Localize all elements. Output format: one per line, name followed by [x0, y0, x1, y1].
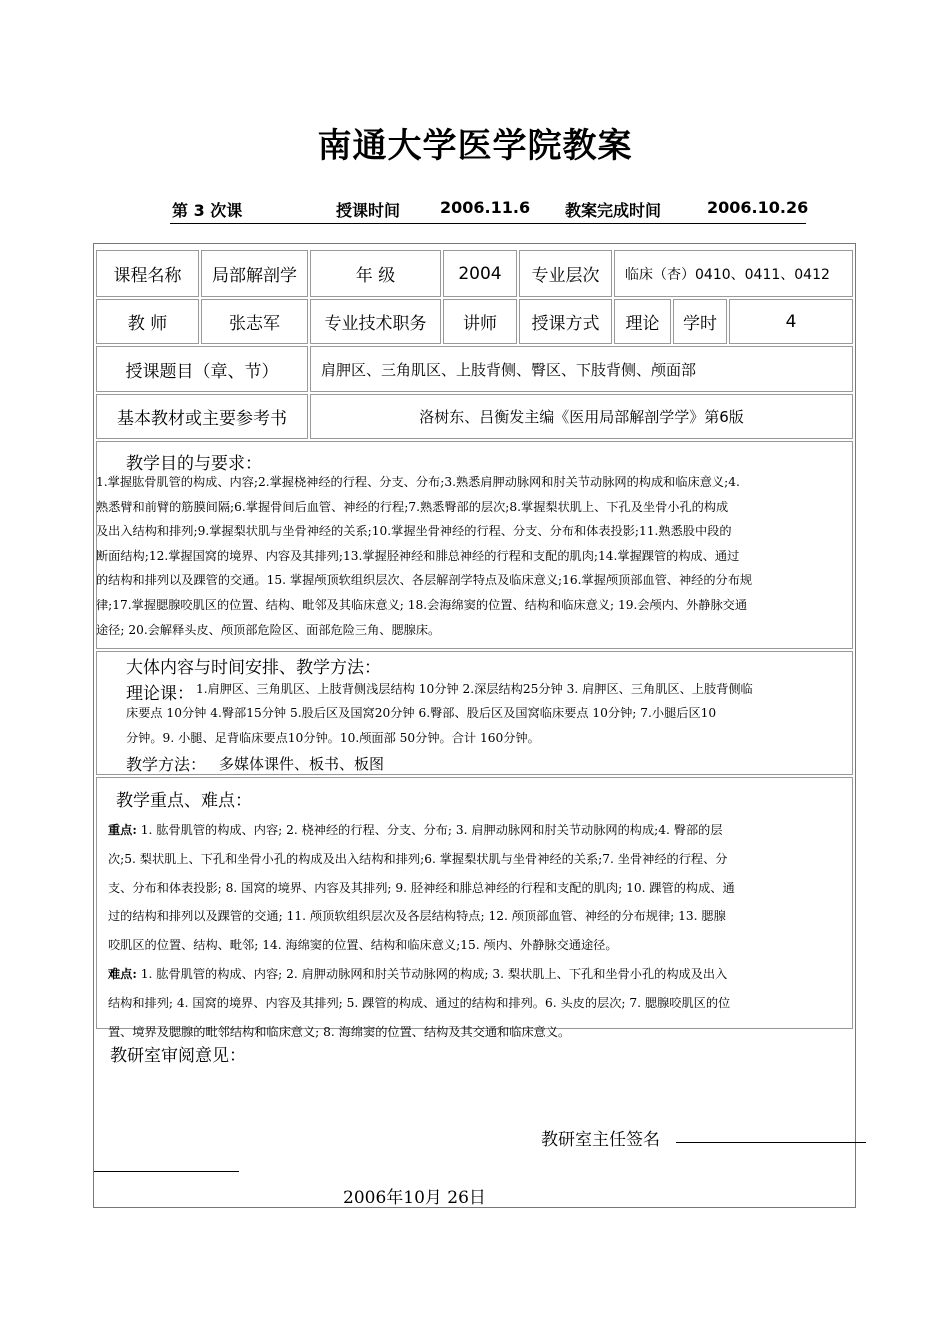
teacher-value: 张志军 — [201, 299, 308, 344]
topic-value: 肩胛区、三角肌区、上肢背侧、臀区、下肢背侧、颅面部 — [310, 346, 853, 392]
grade-value: 2004 — [443, 250, 517, 297]
hours-value: 4 — [729, 299, 853, 344]
course-name-value: 局部解剖学 — [201, 250, 308, 297]
difficulty-line: 1. 肱骨肌管的构成、内容; 2. 肩胛动脉网和肘关节动脉网的构成; 3. 梨状肌上、下孔和坐骨小孔的构成及出入 — [136, 966, 728, 981]
objectives-line: 断面结构;12.掌握国窝的境界、内容及其排列;13.掌握胫神经和腓总神经的行程和支配的肌肉;14.掌握踝管的构成、通过 — [96, 548, 740, 563]
time-value: 2006.11.6 — [440, 198, 531, 217]
key-line: 过的结构和排列以及踝管的交通; 11. 颅顶软组织层次及各层结构特点; 12. 颅顶部血管、神经的分布规律; 13. 腮腺 — [108, 909, 726, 924]
key-points-text — [108, 816, 854, 1046]
time-label: 授课时间 — [336, 201, 401, 220]
level-value: 临床（杏）0410、0411、0412 — [614, 250, 853, 297]
schedule-heading: 大体内容与时间安排、教学方法： — [126, 658, 381, 678]
objectives-line: 熟悉臂和前臂的筋膜间隔;6.掌握骨间后血管、神经的行程;7.熟悉臀部的层次;8.掌握梨状肌上、下孔及坐骨小孔的构成 — [96, 499, 729, 514]
done-label: 教案完成时间 — [565, 201, 662, 220]
difficulty-line: 置、境界及腮腺的毗邻结构和临床意义; 8. 海绵窦的位置、结构及其交通和临床意义。 — [108, 1024, 571, 1039]
difficulty-line: 结构和排列; 4. 国窝的境界、内容及其排列; 5. 踝管的构成、通过的结构和排列。6. 头皮的层次; 7. 腮腺咬肌区的位 — [108, 995, 731, 1010]
mode-label: 授课方式 — [519, 299, 612, 344]
objectives-line: 律;17.掌握腮腺咬肌区的位置、结构、毗邻及其临床意义; 18.会海绵窦的位置、结构和临床意义; 19.会颅内、外静脉交通 — [96, 597, 748, 612]
textbook-value: 洛树东、吕衡发主编《医用局部解剖学学》第6版 — [310, 394, 853, 439]
method-value: 多媒体课件、板书、板图 — [219, 755, 385, 773]
objectives-heading: 教学目的与要求： — [126, 454, 262, 474]
keypoints-heading: 教学重点、难点： — [116, 791, 252, 811]
objectives-line: 及出入结构和排列;9.掌握梨状肌与坐骨神经的关系;10.掌握坐骨神经的行程、分支、分布和体表投影;11.熟悉股中段的 — [96, 524, 732, 539]
signature-line — [676, 1142, 866, 1143]
objectives-line: 途径; 20.会解释头皮、颅顶部危险区、面部危险三角、腮腺床。 — [96, 622, 441, 637]
objectives-line: 的结构和排列以及踝管的交通。15. 掌握颅顶软组织层次、各层解剖学特点及临床意义;16.掌握颅顶部血管、神经的分布规 — [96, 573, 753, 588]
done-value: 2006.10.26 — [707, 198, 809, 217]
level-label: 专业层次 — [519, 250, 612, 297]
objectives-line: 1.掌握肱骨肌管的构成、内容;2.掌握桡神经的行程、分支、分布;3.熟悉肩胛动脉网和肘关节动脉网的构成和临床意义;4. — [96, 475, 740, 489]
signature-line-continued — [94, 1171, 239, 1172]
objectives-text — [96, 470, 856, 642]
key-line: 支、分布和体表投影; 8. 国窝的境界、内容及其排列; 9. 胫神经和腓总神经的行程和支配的肌肉; 10. 踝管的构成、通 — [108, 880, 735, 895]
course-name-label: 课程名称 — [96, 250, 199, 297]
theory-label: 理论课： — [126, 684, 194, 704]
theory-line: 床要点 10分钟 4.臀部15分钟 5.股后区及国窝20分钟 6.臀部、股后区及国窝临床要点 10分钟; 7.小腿后区10 — [126, 706, 717, 720]
signature-label: 教研室主任签名 — [541, 1130, 660, 1150]
review-heading: 教研室审阅意见： — [110, 1046, 246, 1066]
textbook-label: 基本教材或主要参考书 — [96, 394, 308, 439]
topic-label: 授课题目（章、节） — [96, 346, 308, 392]
key-line: 1. 肱骨肌管的构成、内容; 2. 桡神经的行程、分支、分布; 3. 肩胛动脉网和肘关节动脉网的构成;4. 臀部的层 — [136, 823, 723, 837]
review-date: 2006年10月 26日 — [343, 1188, 486, 1208]
key-label: 重点: — [108, 823, 137, 837]
key-line: 咬肌区的位置、结构、毗邻; 14. 海绵窦的位置、结构和临床意义;15. 颅内、外静脉交通途径。 — [108, 938, 618, 953]
lesson-number: 第 3 次课 — [172, 201, 243, 220]
hours-label: 学时 — [673, 299, 727, 344]
theory-first-line: 1.肩胛区、三角肌区、上肢背侧浅层结构 10分钟 2.深层结构25分钟 3. 肩胛区、三角肌区、上肢背侧临 — [196, 682, 753, 696]
meta-underline — [170, 223, 806, 224]
theory-rest — [126, 701, 856, 750]
theory-line: 分钟。9. 小腿、足背临床要点10分钟。10.颅面部 50分钟。合计 160分钟。 — [126, 730, 540, 745]
document-title: 南通大学医学院教案 — [317, 126, 633, 166]
grade-label: 年 级 — [310, 250, 441, 297]
difficulty-label: 难点: — [108, 966, 137, 981]
mode-value: 理论 — [614, 299, 671, 344]
method-label: 教学方法： — [126, 755, 207, 774]
key-line: 次;5. 梨状肌上、下孔和坐骨小孔的构成及出入结构和排列;6. 掌握梨状肌与坐骨神经的关系;7. 坐骨神经的行程、分 — [108, 851, 728, 866]
title-label: 专业技术职务 — [310, 299, 441, 344]
teacher-label: 教 师 — [96, 299, 199, 344]
title-value: 讲师 — [443, 299, 517, 344]
